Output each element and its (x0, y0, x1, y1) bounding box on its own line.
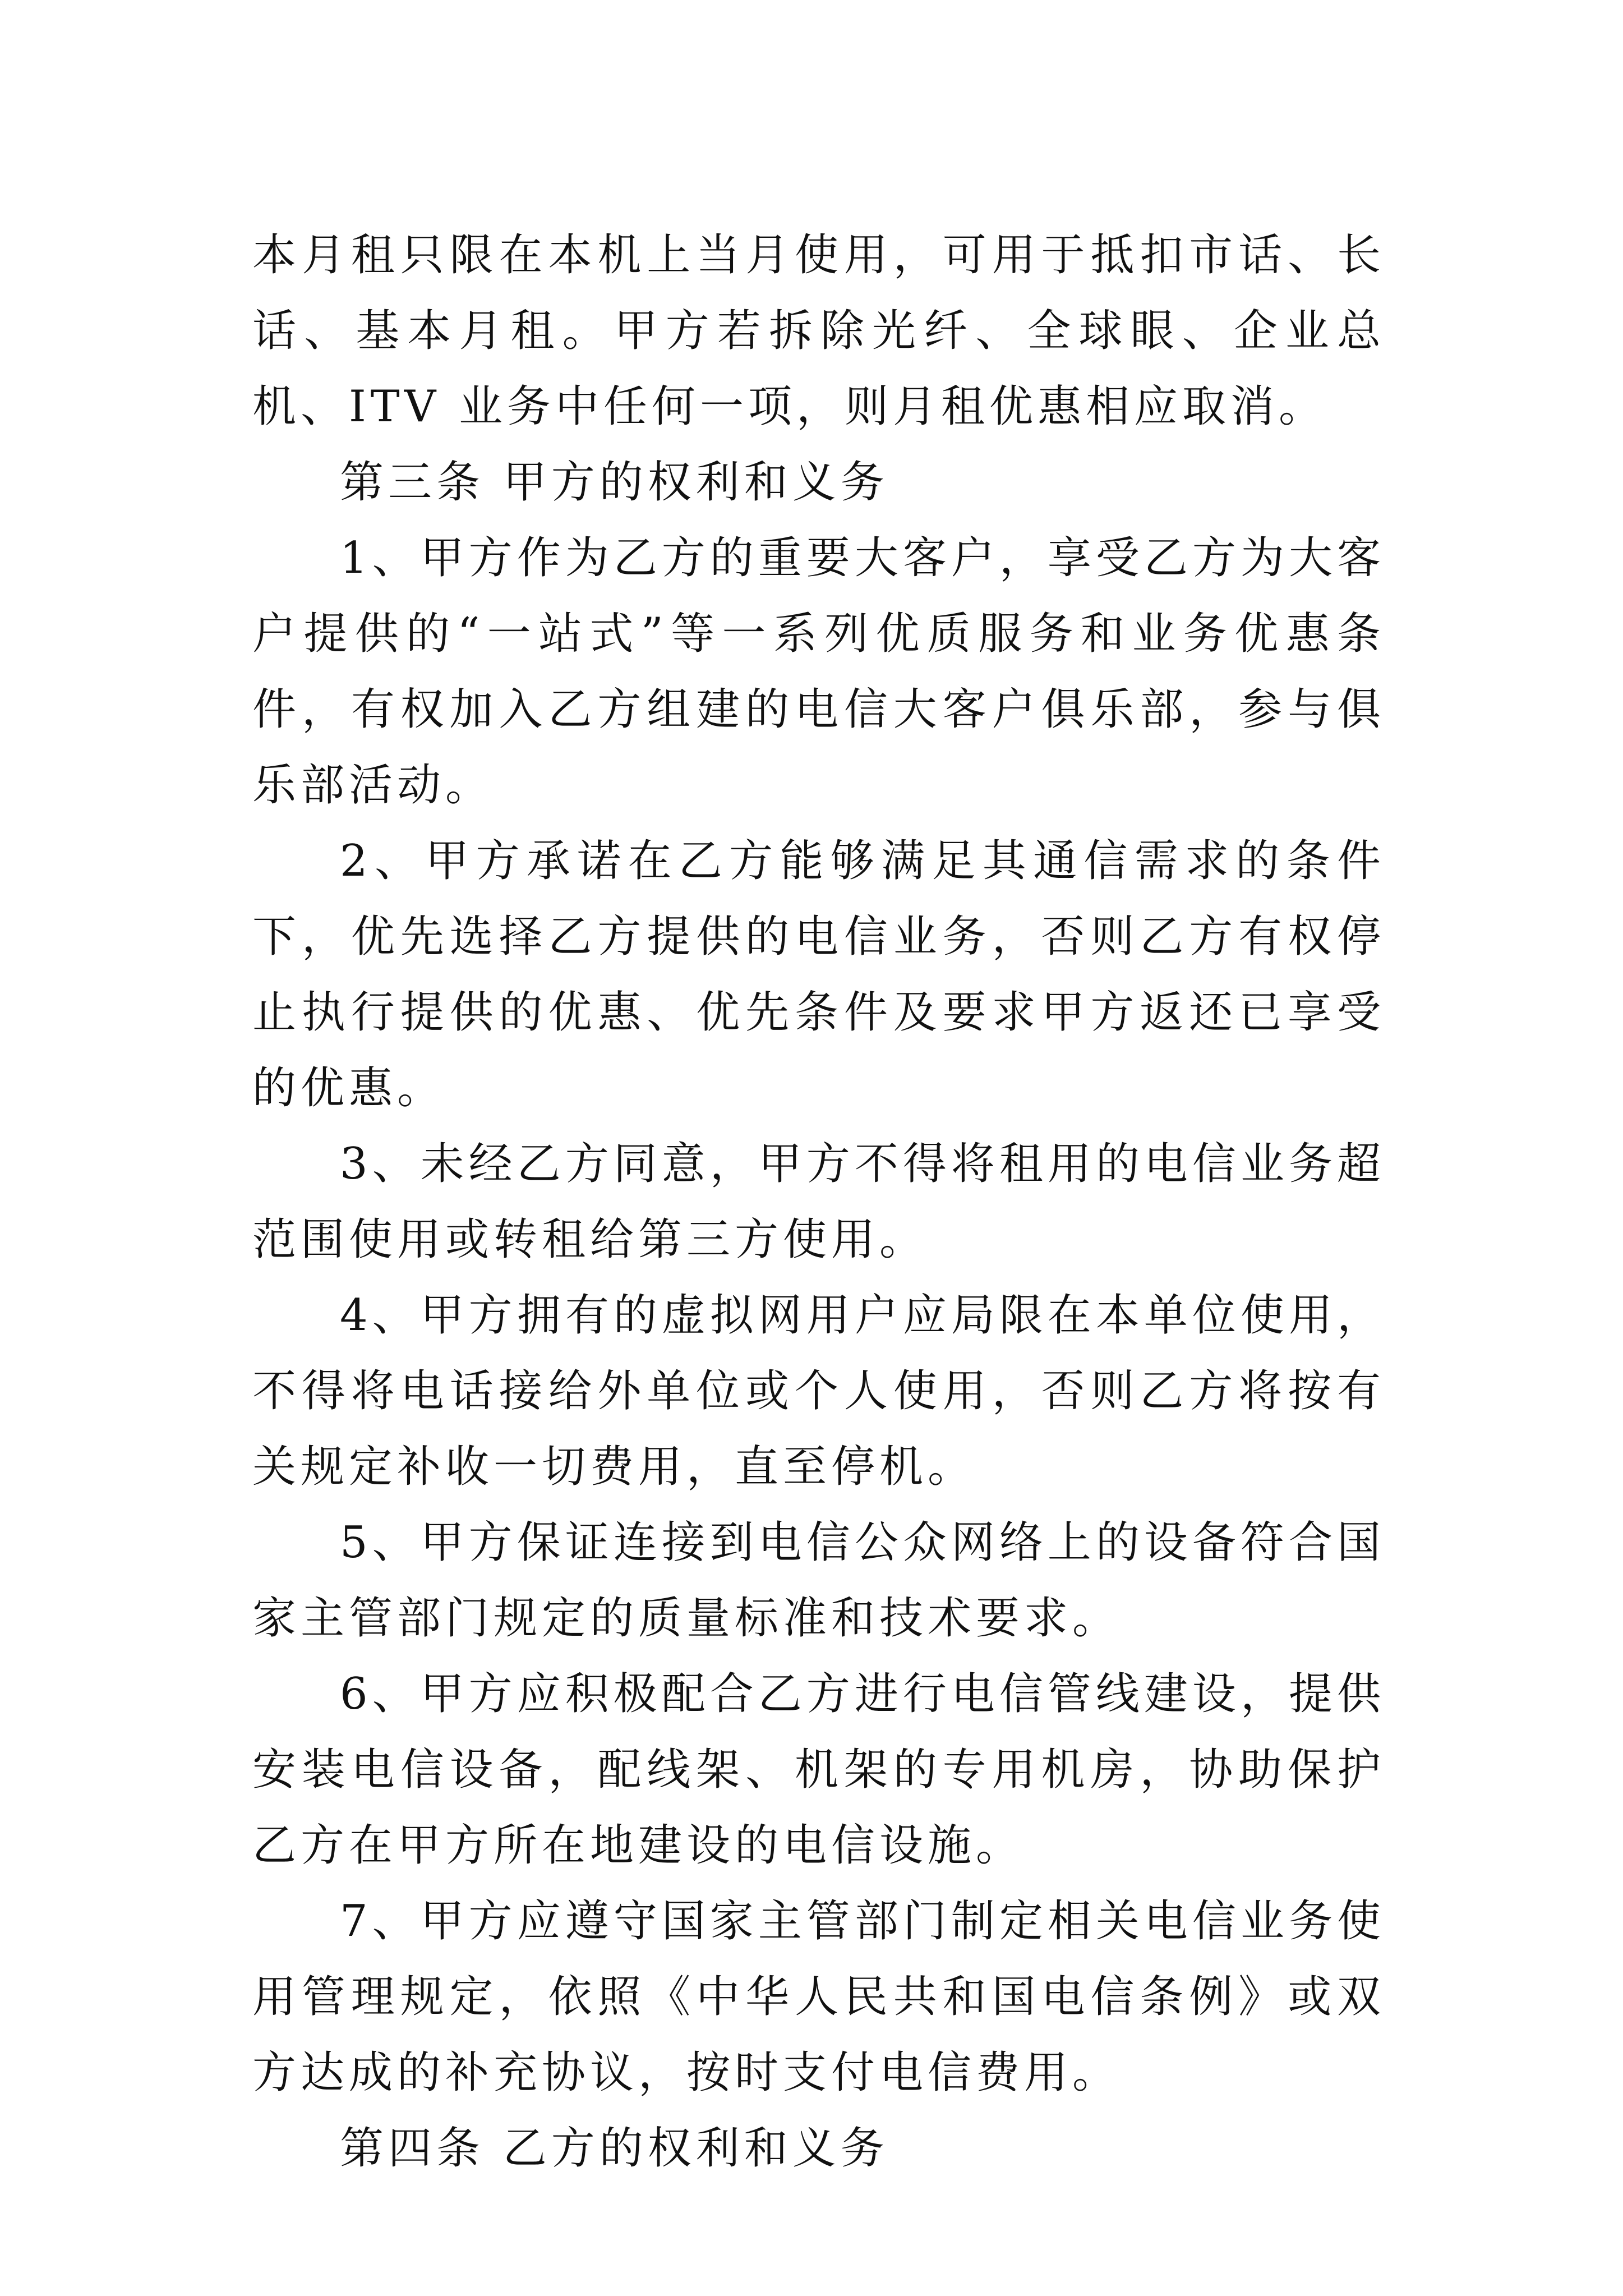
paragraph-1: 本月租只限在本机上当月使用，可用于抵扣市话、长话、基本月租。甲方若拆除光纤、全球眼、企业总机、ITV 业务中任何一项，则月租优惠相应取消。 (252, 230, 1385, 432)
document-body (252, 218, 1385, 2187)
section-heading-article-3: 第三条 甲方的权利和义务 (340, 457, 889, 508)
clause-3-2: 2、甲方承诺在乙方能够满足其通信需求的条件下，优先选择乙方提供的电信业务，否则乙方有权停止执行提供的优惠、优先条件及要求甲方返还已享受的优惠。 (252, 836, 1385, 1114)
clause-3-4: 4、甲方拥有的虚拟网用户应局限在本单位使用，不得将电话接给外单位或个人使用，否则乙方将按有关规定补收一切费用，直至停机。 (252, 1290, 1385, 1492)
clause-3-3: 3、未经乙方同意，甲方不得将租用的电信业务超范围使用或转租给第三方使用。 (252, 1139, 1385, 1265)
clause-3-7: 7、甲方应遵守国家主管部门制定相关电信业务使用管理规定，依照《中华人民共和国电信条例》或双方达成的补充协议，按时支付电信费用。 (252, 1896, 1385, 2098)
section-heading-article-4: 第四条 乙方的权利和义务 (340, 2123, 889, 2174)
clause-3-5: 5、甲方保证连接到电信公众网络上的设备符合国家主管部门规定的质量标准和技术要求。 (252, 1517, 1385, 1644)
clause-3-1: 1、甲方作为乙方的重要大客户，享受乙方为大客户提供的“一站式”等一系列优质服务和业务优惠条件，有权加入乙方组建的电信大客户俱乐部，参与俱乐部活动。 (252, 533, 1385, 811)
clause-3-6: 6、甲方应积极配合乙方进行电信管线建设，提供安装电信设备，配线架、机架的专用机房，协助保护乙方在甲方所在地建设的电信设施。 (252, 1669, 1385, 1871)
